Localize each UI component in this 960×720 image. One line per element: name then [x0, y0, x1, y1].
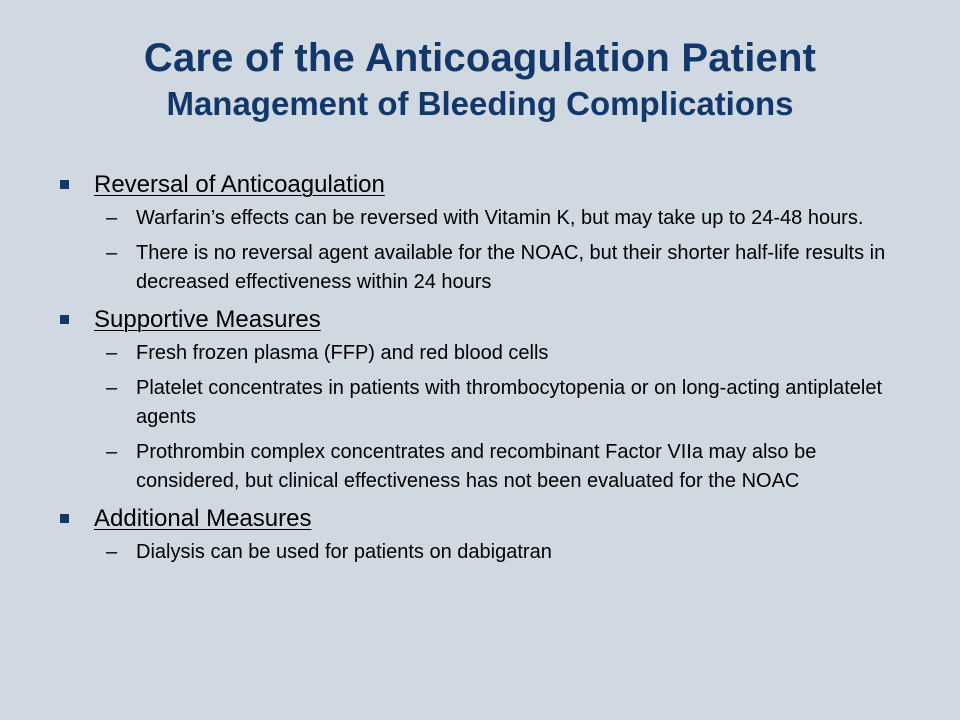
dash-icon: –: [106, 541, 118, 563]
dash-icon: –: [106, 207, 118, 229]
list-item: [58, 204, 908, 233]
list-item: [58, 339, 908, 368]
slide-title: [0, 34, 960, 124]
square-bullet-icon: [60, 514, 69, 523]
section-supportive: [58, 303, 908, 496]
section-additional: [58, 502, 908, 567]
section-heading: Reversal of Anticoagulation: [94, 171, 385, 198]
dash-icon: –: [106, 242, 118, 264]
dash-icon: –: [106, 441, 118, 463]
list-item: [58, 374, 908, 432]
list-item: [58, 438, 908, 496]
list-item-text: Warfarin’s effects can be reversed with Vitamin K, but may take up to 24-48 hours.: [136, 207, 864, 229]
bullet-list: [58, 168, 908, 573]
section-heading: Additional Measures: [94, 505, 312, 532]
dash-icon: –: [106, 377, 118, 399]
title-line-1: Care of the Anticoagulation Patient: [143, 36, 817, 80]
square-bullet-icon: [60, 315, 69, 324]
list-item-text: Dialysis can be used for patients on dabigatran: [136, 541, 552, 563]
section-heading-row: [58, 303, 908, 339]
section-heading: Supportive Measures: [94, 306, 321, 333]
section-heading-row: [58, 168, 908, 204]
section-reversal: [58, 168, 908, 297]
list-item: [58, 239, 908, 297]
square-bullet-icon: [60, 180, 69, 189]
title-line-2: Management of Bleeding Complications: [166, 85, 794, 122]
dash-icon: –: [106, 342, 118, 364]
list-item-text: Prothrombin complex concentrates and recombinant Factor VIIa may also be considered, but clinical effectiveness has not been evaluated for the NOAC: [136, 441, 817, 492]
list-item-text: Platelet concentrates in patients with thrombocytopenia or on long-acting antiplatelet agents: [136, 377, 883, 428]
section-heading-row: [58, 502, 908, 538]
list-item-text: Fresh frozen plasma (FFP) and red blood cells: [136, 342, 549, 364]
list-item-text: There is no reversal agent available for the NOAC, but their shorter half-life results in decreased effectiveness within 24 hours: [136, 242, 886, 293]
list-item: [58, 538, 908, 567]
